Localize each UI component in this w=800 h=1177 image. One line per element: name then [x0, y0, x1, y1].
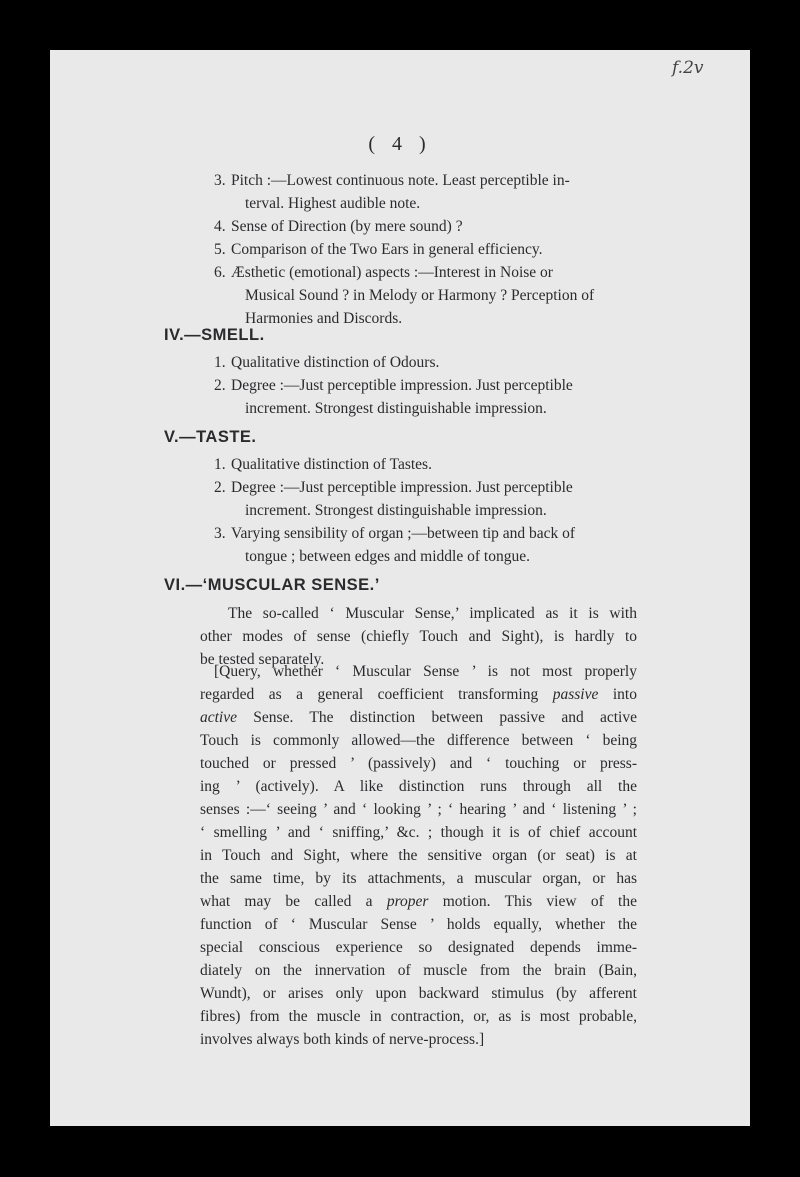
item-number: 1. — [214, 354, 226, 371]
item-number: 2. — [214, 479, 226, 496]
section-heading-taste: V.—TASTE. — [164, 428, 257, 446]
paragraph-line: ing ’ (actively). A like distinction runs through all the — [200, 778, 637, 795]
paragraph-line: active Sense. The distinction between passive and active — [200, 709, 637, 726]
paragraph-line: Wundt), or arises only upon backward stimulus (by afferent — [200, 985, 637, 1002]
list-item-line: increment. Strongest distinguishable impression. — [245, 400, 547, 417]
list-item-line: Æsthetic (emotional) aspects :—Interest in Noise or — [231, 264, 553, 281]
paragraph-line: special conscious experience so designated depends imme- — [200, 939, 637, 956]
list-item-line: Pitch :—Lowest continuous note. Least perceptible in- — [231, 172, 570, 189]
item-number: 3. — [214, 525, 226, 542]
list-item-line: Harmonies and Discords. — [245, 310, 403, 327]
paragraph-line: fibres) from the muscle in contraction, or, as is most probable, — [200, 1008, 637, 1025]
item-number: 6. — [214, 264, 226, 281]
list-item-line: Qualitative distinction of Odours. — [231, 354, 440, 371]
list-item-line: Degree :—Just perceptible impression. Just perceptible — [231, 479, 573, 496]
list-item-line: Comparison of the Two Ears in general efficiency. — [231, 241, 543, 258]
list-item-line: Sense of Direction (by mere sound) ? — [231, 218, 463, 235]
section-heading-muscular: VI.—‘MUSCULAR SENSE.’ — [164, 576, 380, 594]
paragraph-line: function of ‘ Muscular Sense ’ holds equally, whether the — [200, 916, 637, 933]
corner-annotation: f.2v — [672, 58, 704, 78]
paragraph-line: The so-called ‘ Muscular Sense,’ implicated as it is with — [228, 605, 637, 622]
item-number: 4. — [214, 218, 226, 235]
item-number: 5. — [214, 241, 226, 258]
list-item-line: terval. Highest audible note. — [245, 195, 421, 212]
paragraph-line: involves always both kinds of nerve-process.] — [200, 1031, 485, 1048]
list-item-line: increment. Strongest distinguishable impression. — [245, 502, 547, 519]
paragraph-line: Touch is commonly allowed—the difference between ‘ being — [200, 732, 637, 749]
list-item-line: Qualitative distinction of Tastes. — [231, 456, 432, 473]
paragraph-line: touched or pressed ’ (passively) and ‘ touching or press- — [200, 755, 637, 772]
paragraph-line: in Touch and Sight, where the sensitive organ (or seat) is at — [200, 847, 637, 864]
paragraph-line: regarded as a general coefficient transforming passive into — [200, 686, 637, 703]
paragraph-line: be tested separately. — [200, 651, 325, 668]
paragraph-line: the same time, by its attachments, a muscular organ, or has — [200, 870, 637, 887]
paragraph-line: [Query, whether ‘ Muscular Sense ’ is not most properly — [214, 663, 637, 680]
paragraph-line: what may be called a proper motion. This view of the — [200, 893, 637, 910]
list-item-line: Varying sensibility of organ ;—between tip and back of — [231, 525, 576, 542]
list-item-line: tongue ; between edges and middle of tongue. — [245, 548, 530, 565]
item-number: 2. — [214, 377, 226, 394]
item-number: 3. — [214, 172, 226, 189]
paragraph-line: senses :—‘ seeing ’ and ‘ looking ’ ; ‘ hearing ’ and ‘ listening ’ ; — [200, 801, 637, 818]
section-heading-smell: IV.—SMELL. — [164, 326, 265, 344]
paragraph-line: other modes of sense (chiefly Touch and Sight), is hardly to — [200, 628, 637, 645]
paragraph-line: ‘ smelling ’ and ‘ sniffing,’ &c. ; though it is of chief account — [200, 824, 637, 841]
page-number: ( 4 ) — [368, 133, 432, 155]
paragraph-line: diately on the innervation of muscle from the brain (Bain, — [200, 962, 637, 979]
list-item-line: Degree :—Just perceptible impression. Just perceptible — [231, 377, 573, 394]
item-number: 1. — [214, 456, 226, 473]
list-item-line: Musical Sound ? in Melody or Harmony ? Perception of — [245, 287, 595, 304]
